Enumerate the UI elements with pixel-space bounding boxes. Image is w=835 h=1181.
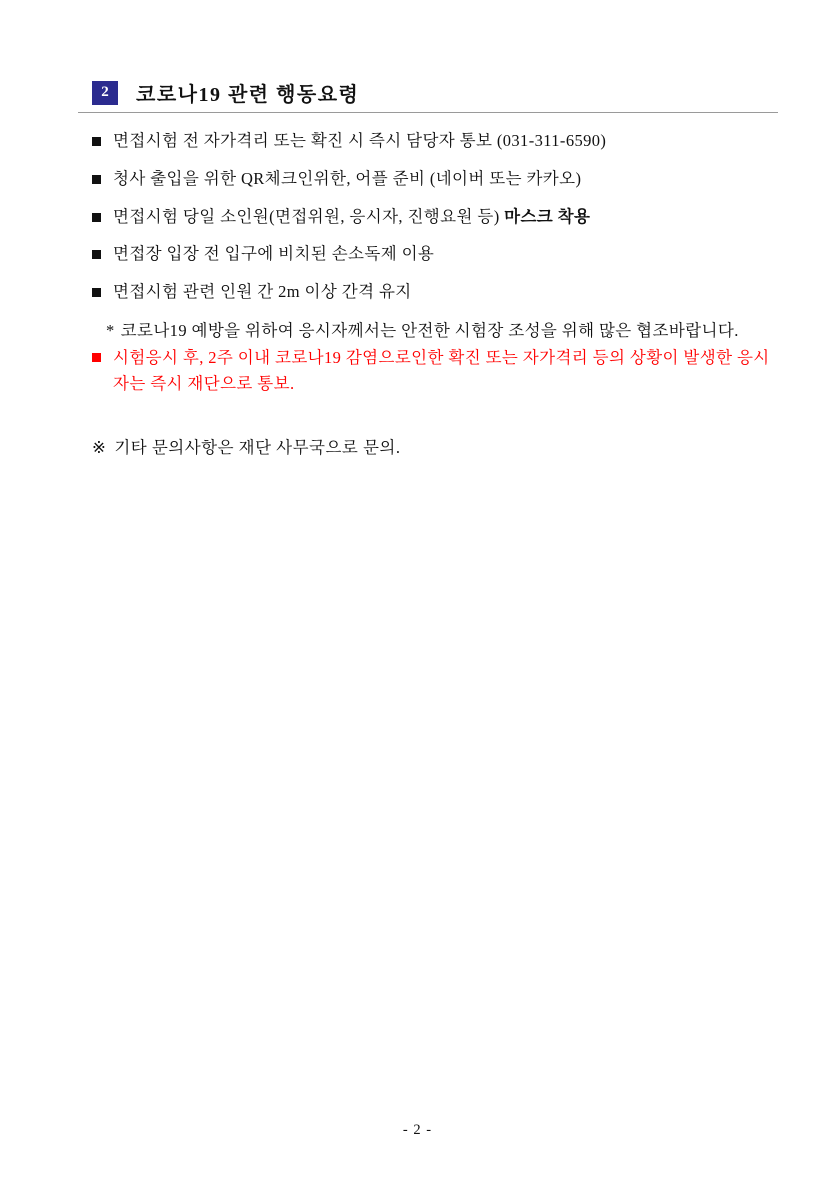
reference-mark-icon: ※ <box>92 438 107 458</box>
warning-text: 시험응시 후, 2주 이내 코로나19 감염으로인한 확진 또는 자가격리 등의 상황이 발생한 응시자는 즉시 재단으로 통보. <box>113 348 770 393</box>
page-content <box>78 78 778 475</box>
list-item <box>78 205 778 230</box>
section-heading <box>78 78 778 113</box>
square-bullet-icon <box>92 250 101 259</box>
guideline-list <box>78 129 778 305</box>
square-bullet-icon <box>92 213 101 222</box>
section-title: 코로나19 관련 행동요령 <box>136 84 360 106</box>
list-item-label: 면접시험 전 자가격리 또는 확진 시 즉시 담당자 통보 (031-311-6590) <box>113 131 607 150</box>
note-text: 코로나19 예방을 위하여 응시자께서는 안전한 시험장 조성을 위해 많은 협조바랍니다. <box>120 320 739 340</box>
note-star-mark: * <box>106 320 115 340</box>
list-item <box>78 280 778 305</box>
list-item-label <box>113 205 778 230</box>
list-item <box>78 242 778 267</box>
warning-list <box>78 345 778 396</box>
square-bullet-icon <box>92 288 101 297</box>
square-bullet-icon <box>92 353 101 362</box>
warning-list-item <box>78 345 778 396</box>
footer-note <box>92 434 778 458</box>
list-item-label: 면접장 입장 전 입구에 비치된 손소독제 이용 <box>113 244 435 264</box>
square-bullet-icon <box>92 175 101 184</box>
list-item-label: 청사 출입을 위한 QR체크인위한, 어플 준비 (네이버 또는 카카오) <box>113 168 582 188</box>
list-item <box>78 129 778 154</box>
note-paragraph <box>106 318 778 344</box>
square-bullet-icon <box>92 137 101 146</box>
footer-note-text: 기타 문의사항은 재단 사무국으로 문의. <box>114 438 401 458</box>
list-item <box>78 167 778 192</box>
list-item-emphasis: 마스크 착용 <box>504 206 591 226</box>
page-number: - 2 - <box>402 1122 433 1138</box>
section-number-badge: 2 <box>92 81 118 105</box>
list-item-label: 면접시험 관련 인원 간 2m 이상 간격 유지 <box>113 282 412 301</box>
list-item-text: 면접시험 당일 소인원(면접위원, 응시자, 진행요원 등) <box>113 206 505 226</box>
